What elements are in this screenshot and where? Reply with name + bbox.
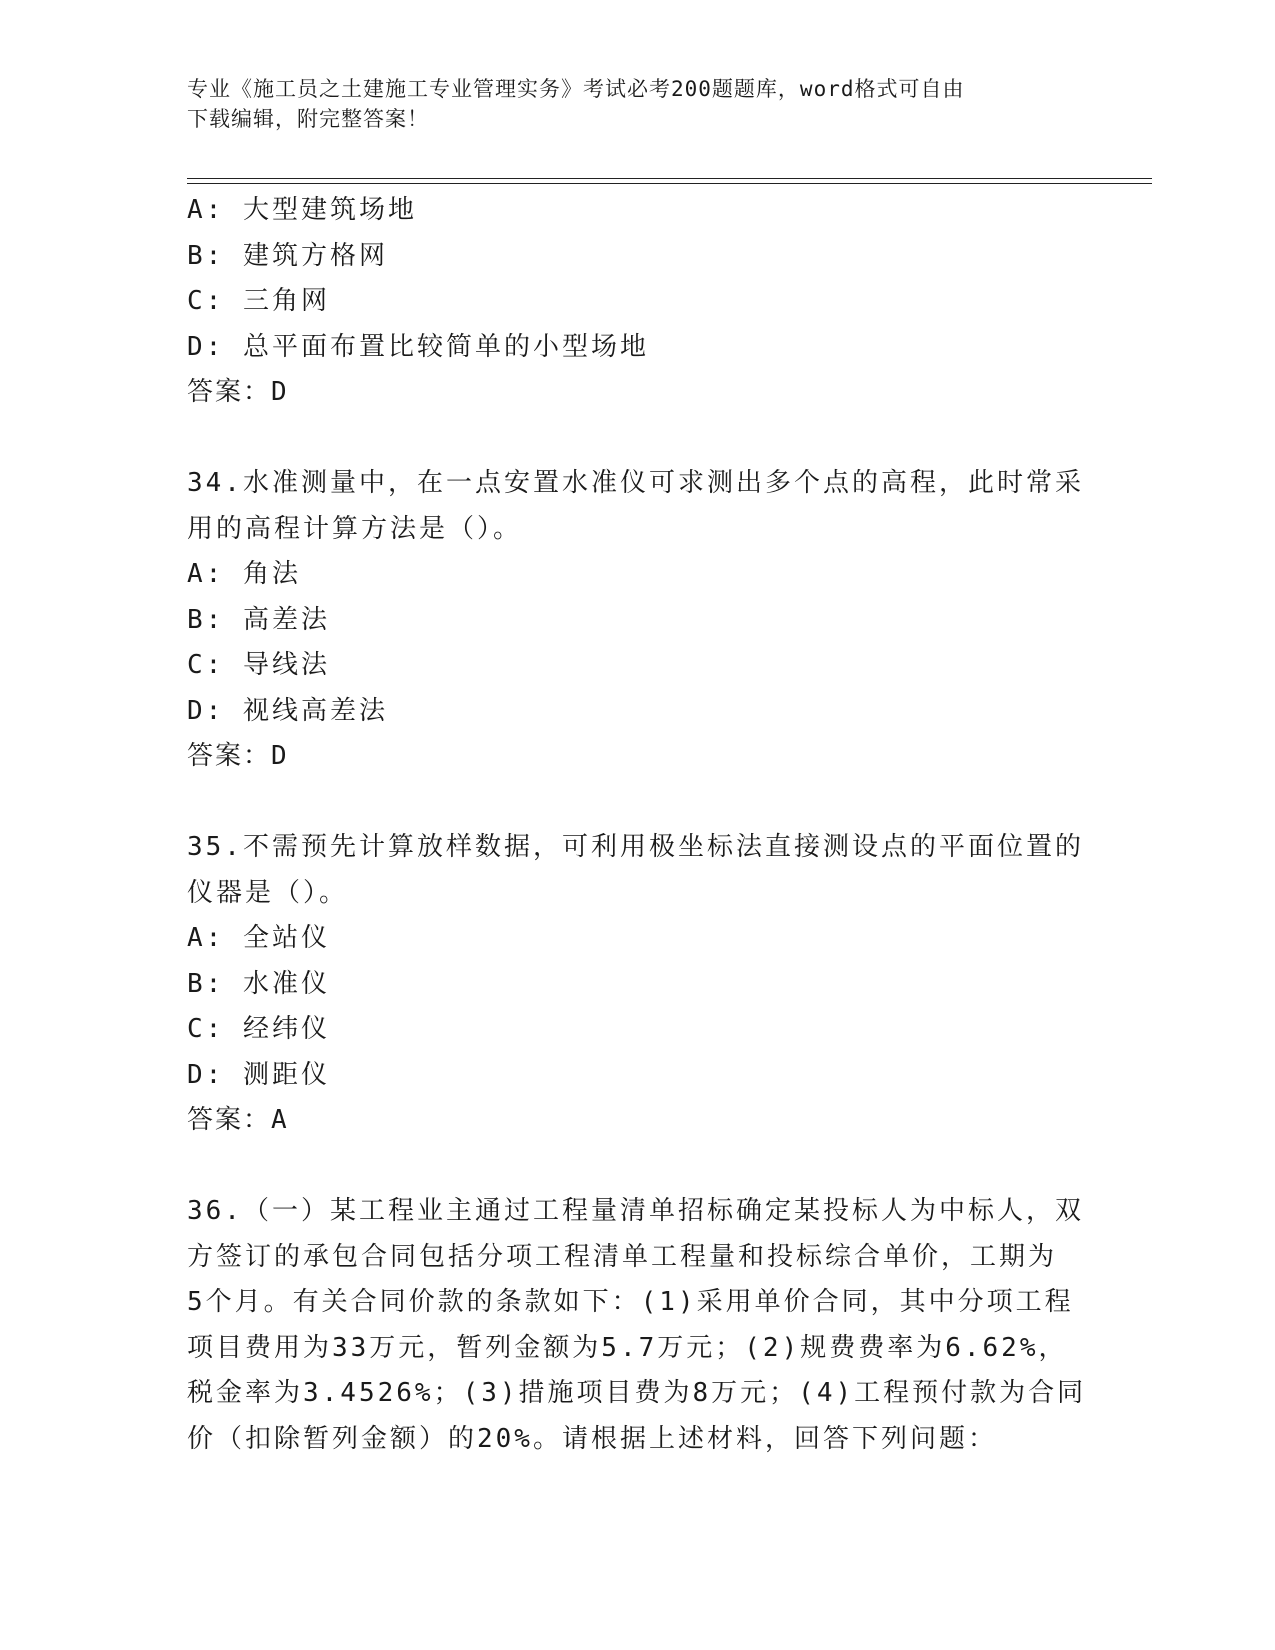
option-b: B: 高差法 bbox=[187, 604, 330, 635]
question-stem-line: 36.（一）某工程业主通过工程量清单招标确定某投标人为中标人，双 bbox=[187, 1196, 1084, 1226]
answer: 答案：D bbox=[187, 377, 289, 407]
option-d: D: 总平面布置比较简单的小型场地 bbox=[187, 331, 649, 362]
spacer bbox=[187, 1144, 1067, 1190]
answer: 答案：A bbox=[187, 1105, 289, 1135]
option-a: A: 全站仪 bbox=[187, 923, 330, 953]
question-stem-line: 34.水准测量中，在一点安置水准仪可求测出多个点的高程，此时常采 bbox=[187, 468, 1084, 498]
question-35 bbox=[187, 825, 1084, 1144]
question-stem-line: 税金率为3.4526%；(3)措施项目费为8万元；(4)工程预付款为合同 bbox=[187, 1378, 1087, 1408]
option-c: C: 经纬仪 bbox=[187, 1014, 330, 1044]
question-content bbox=[187, 188, 1087, 1462]
question-stem-line: 项目费用为33万元，暂列金额为5.7万元；(2)规费费率为6.62%， bbox=[187, 1332, 1068, 1363]
option-d: D: 视线高差法 bbox=[187, 695, 388, 726]
question-stem-line: 35.不需预先计算放样数据，可利用极坐标法直接测设点的平面位置的 bbox=[187, 832, 1084, 862]
header-line-1: 专业《施工员之土建施工专业管理实务》考试必考200题题库，word格式可自由 bbox=[187, 77, 965, 101]
question-34 bbox=[187, 461, 1084, 780]
question-stem-line: 方签订的承包合同包括分项工程清单工程量和投标综合单价，工期为 bbox=[187, 1241, 1058, 1272]
question-stem-line: 价（扣除暂列金额）的20%。请根据上述材料，回答下列问题： bbox=[187, 1423, 997, 1454]
option-a: A: 大型建筑场地 bbox=[187, 195, 417, 225]
option-d: D: 测距仪 bbox=[187, 1059, 330, 1090]
question-stem-line: 5个月。有关合同价款的条款如下：(1)采用单价合同，其中分项工程 bbox=[187, 1287, 1074, 1317]
question-stem-line: 用的高程计算方法是（）。 bbox=[187, 513, 523, 544]
option-a: A: 角法 bbox=[187, 559, 301, 589]
header-line-2: 下载编辑，附完整答案！ bbox=[187, 107, 429, 131]
option-b: B: 水准仪 bbox=[187, 968, 330, 999]
option-c: C: 三角网 bbox=[187, 286, 330, 316]
page-header bbox=[187, 74, 1067, 134]
option-b: B: 建筑方格网 bbox=[187, 240, 388, 271]
answer: 答案：D bbox=[187, 741, 289, 771]
header-rule-top bbox=[187, 178, 1152, 179]
option-c: C: 导线法 bbox=[187, 650, 330, 680]
question-33-tail bbox=[187, 188, 1067, 416]
question-stem-line: 仪器是（）。 bbox=[187, 877, 349, 908]
spacer bbox=[187, 416, 1067, 462]
spacer bbox=[187, 780, 1067, 826]
question-36 bbox=[187, 1189, 1087, 1462]
header-rule-bottom bbox=[187, 183, 1152, 184]
